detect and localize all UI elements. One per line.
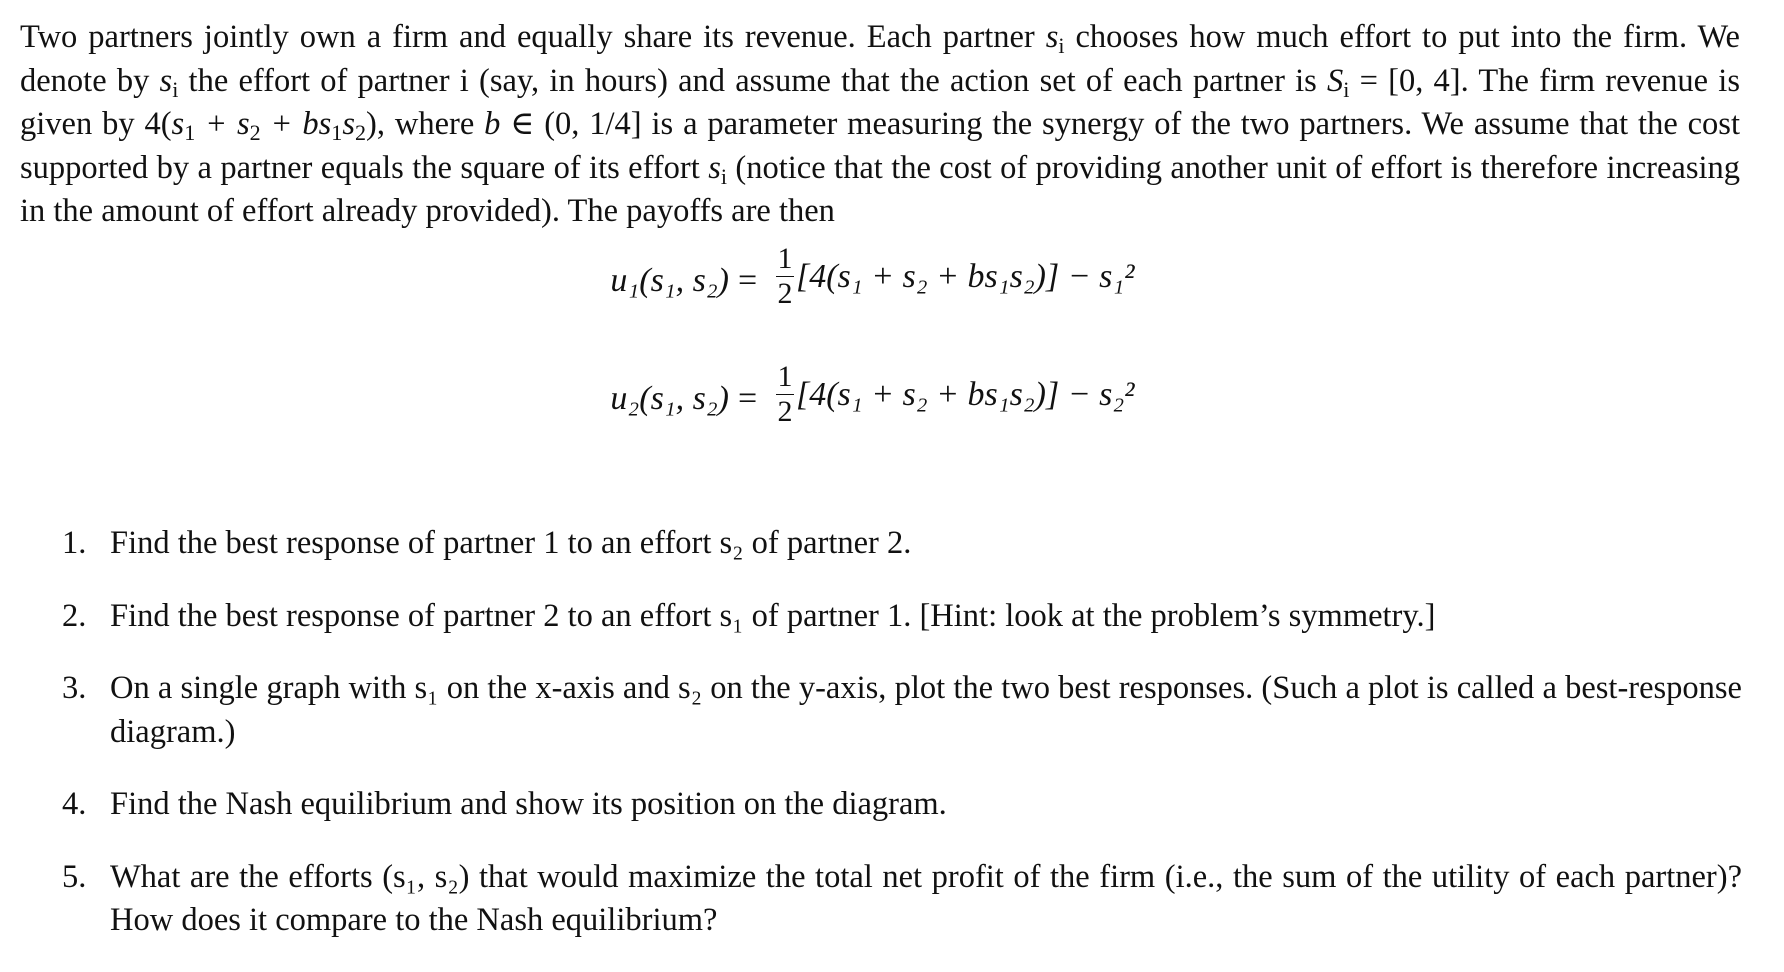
question-text: Find the Nash equilibrium and show its position on the diagram. xyxy=(110,786,947,822)
fraction-denominator: 2 xyxy=(777,277,793,310)
question-text: What are the efforts (s₁, s₂) that would maximize the total net profit of the firm (i.e., the sum of the utility of each partner)? How does it compare to the Nash equilibrium? xyxy=(110,858,1742,938)
fraction-one-half xyxy=(776,362,794,427)
question-item xyxy=(62,667,1742,754)
question-item xyxy=(62,856,1742,943)
intro-text-4: = [0, 4]. The firm revenue is given by 4( xyxy=(20,62,1740,142)
math-s-i: $s_i$ xyxy=(708,149,727,189)
math-b: b xyxy=(484,106,501,142)
fraction-numerator: 1 xyxy=(777,242,793,275)
question-item xyxy=(62,522,1742,566)
question-text: On a single graph with s₁ on the x-axis and s₂ on the y-axis, plot the two best responses. (Such a plot is called a best-response diagram.) xyxy=(110,670,1742,750)
fraction-one-half xyxy=(776,244,794,309)
question-number: 2. xyxy=(62,597,87,634)
intro-text-3: the effort of partner i (say, in hours) and assume that the action set of each partner is xyxy=(178,62,1327,99)
intro-text-6: ∈ (0, 1/4] is a parameter measuring the synergy of the two partners. We assume that the cost supported by a partner equals the square of its effort xyxy=(20,106,1740,186)
intro-text-1: Two partners jointly own a firm and equally share its revenue. Each partner xyxy=(20,19,1046,55)
equation-rhs xyxy=(776,244,1134,309)
question-item xyxy=(62,595,1742,639)
math-S-i: $S_i$ xyxy=(1327,62,1350,102)
equation-body: [4(s₁ + s₂ + bs₁s₂)] − s₁² xyxy=(796,257,1135,295)
intro-text-5: ), where xyxy=(366,106,485,142)
question-number: 3. xyxy=(62,670,87,706)
equation-body: [4(s₁ + s₂ + bs₁s₂)] − s₂² xyxy=(796,375,1135,413)
question-list xyxy=(62,522,1742,972)
question-number: 1. xyxy=(62,525,87,561)
equals-sign: = xyxy=(738,380,758,417)
question-text: Find the best response of partner 1 to an effort s₂ of partner 2. xyxy=(110,525,912,561)
equation-rhs xyxy=(776,362,1134,427)
fraction-numerator: 1 xyxy=(777,360,793,393)
question-number: 4. xyxy=(62,786,87,822)
fraction-denominator: 2 xyxy=(777,395,793,428)
equation-lhs: u₂(s₁, s₂) xyxy=(610,380,729,417)
math-s-i: $s_i$ xyxy=(1045,19,1065,59)
question-text: Find the best response of partner 2 to an effort s₁ of partner 1. [Hint: look at the problem’s symmetry.] xyxy=(110,597,1436,634)
intro-text-7: (notice that the cost of providing another unit of effort is therefore increasing in the amount of effort already provided). The payoffs are then xyxy=(20,149,1741,229)
equals-sign: = xyxy=(738,262,758,299)
math-revenue-args: $s_1 + s_2 + bs_1s_2$ xyxy=(171,106,367,146)
problem-statement xyxy=(20,16,1740,234)
math-s-i: $s_i$ xyxy=(159,62,179,102)
intro-text-2: chooses how much effort to put into the firm. We denote by xyxy=(20,19,1740,99)
question-number: 5. xyxy=(62,858,87,895)
question-item xyxy=(62,783,1742,827)
equation-lhs: u₁(s₁, s₂) xyxy=(610,262,729,299)
